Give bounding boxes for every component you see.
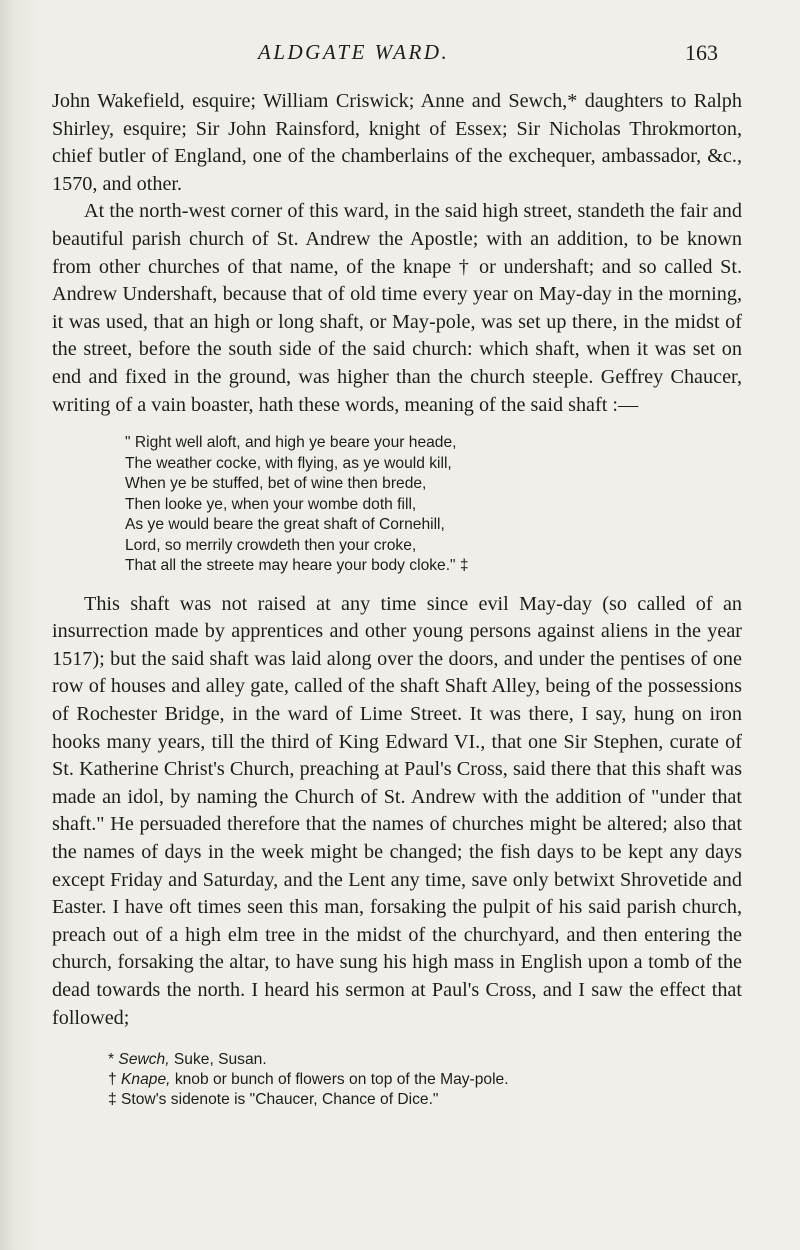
verse-line: As ye would beare the great shaft of Cornehill, [125,516,445,534]
footnotes [108,1050,742,1110]
footnote-mark: ‡ [108,1091,117,1109]
page-number: 163 [685,40,718,65]
footnote [108,1070,742,1090]
footnote-term: Knape, [121,1071,171,1089]
body-text [52,88,742,1110]
footnote [108,1050,742,1070]
footnote-text: Stow's sidenote is "Chaucer, Chance of Dice." [121,1091,439,1109]
verse-line: Then looke ye, when your wombe doth fill, [125,495,417,513]
verse-line: When ye be stuffed, bet of wine then brede, [125,475,427,493]
running-head: ALDGATE WARD. [258,40,450,64]
paragraph-1: John Wakefield, esquire; William Criswick; Anne and Sewch,* daughters to Ralph Shirley, esquire; Sir John Rainsford, knight of Essex; Sir Nicholas Throkmorton, chief butler of England, one of the chamberlains of the exchequer, ambassador, &c., 1570, and other. [52,90,742,195]
verse-line: That all the streete may heare your body cloke." ‡ [125,557,469,575]
verse-quotation [125,433,742,577]
footnote-mark: * [108,1051,115,1069]
footnote-text: Suke, Susan. [173,1051,267,1069]
verse-line: " Right well aloft, and high ye beare your heade, [125,434,457,452]
verse-line: The weather cocke, with flying, as ye would kill, [125,454,452,472]
verse-line: Lord, so merrily crowdeth then your croke, [125,536,417,554]
footnote-text: knob or bunch of flowers on top of the May-pole. [174,1071,509,1089]
footnote [108,1090,742,1110]
paragraph-3: This shaft was not raised at any time since evil May-day (so called of an insurrection made by apprentices and other young persons against aliens in the year 1517); but the said shaft was laid along over the doors, and under the pentises of one row of houses and alley gate, called of the shaft Shaft Alley, being of the possessions of Rochester Bridge, in the ward of Lime Street. It was there, I say, hung on iron hooks many years, till the third of King Edward VI., that one Sir Stephen, curate of St. Katherine Christ's Church, preaching at Paul's Cross, said there that this shaft was made an idol, by naming the Church of St. Andrew with the addition of "under that shaft." He persuaded therefore that the names of churches might be altered; also that the names of days in the week might be changed; the fish days to be kept any days except Friday and Saturday, and the Lent any time, save only betwixt Shrovetide and Easter. I have oft times seen this man, forsaking the pulpit of his said parish church, preach out of a high elm tree in the midst of the churchyard, and then entering the church, forsaking the altar, to have sung his high mass in English upon a tomb of the dead towards the north. I heard his sermon at Paul's Cross, and I saw the effect that followed; [52,592,742,1029]
footnote-term: Sewch, [118,1051,170,1069]
page-header [258,40,718,70]
footnote-mark: † [108,1071,117,1089]
paragraph-2: At the north-west corner of this ward, in the said high street, standeth the fair and beautiful parish church of St. Andrew the Apostle; with an addition, to be known from other churches of that name, of the knape † or undershaft; and so called St. Andrew Undershaft, because that of old time every year on May-day in the morning, it was used, that an high or long shaft, or May-pole, was set up there, in the midst of the street, before the south side of the said church: which shaft, when it was set on end and fixed in the ground, was higher than the church steeple. Geffrey Chaucer, writing of a vain boaster, hath these words, meaning of the said shaft :— [52,200,742,416]
